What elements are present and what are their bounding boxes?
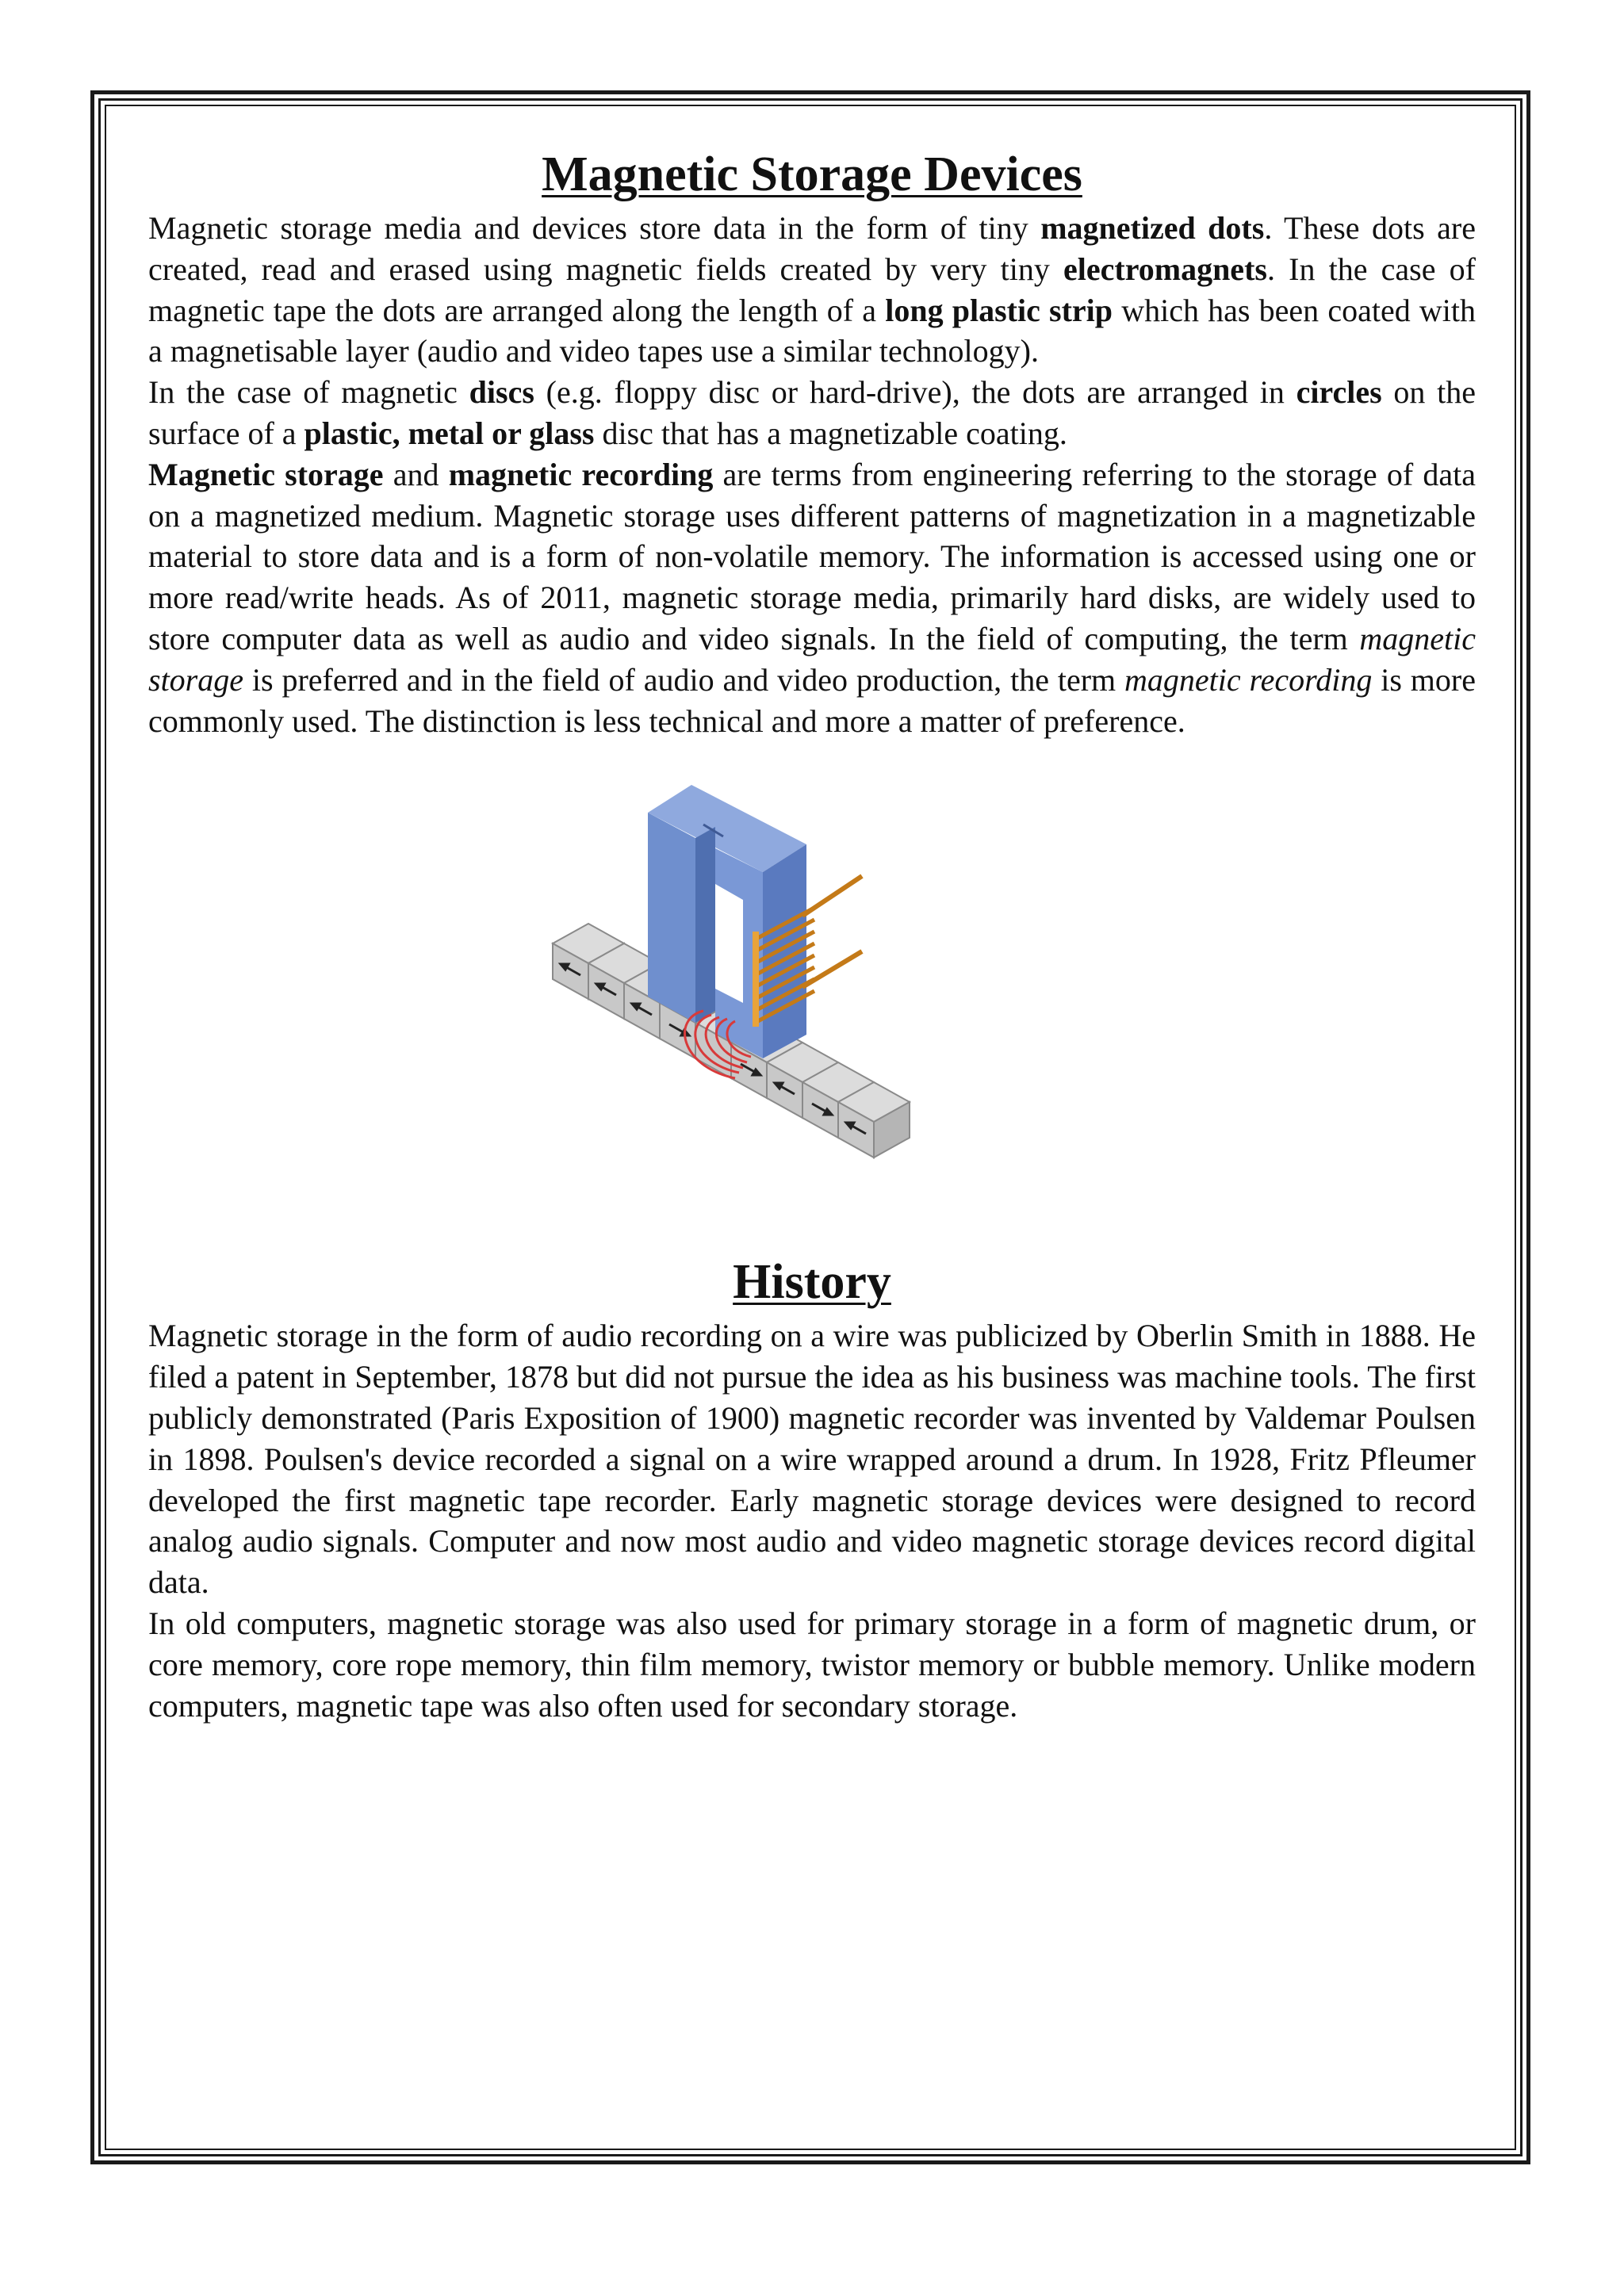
- bold-term: circles: [1296, 374, 1382, 411]
- bold-term: electromagnets: [1063, 251, 1267, 287]
- bold-term: magnetic recording: [448, 456, 714, 492]
- text-run: . These dots are created, read and erased using magnetic fields created by very tiny: [148, 210, 1476, 287]
- bold-term: plastic, metal or glass: [304, 415, 595, 451]
- text-run: In the case of magnetic: [148, 374, 469, 411]
- bold-term: magnetized dots: [1040, 210, 1265, 246]
- text-run: (e.g. floppy disc or hard-drive), the dots are arranged in: [534, 374, 1297, 411]
- text-run: disc that has a magnetizable coating.: [594, 415, 1067, 451]
- history-paragraph-1: [148, 1315, 1476, 1603]
- text-run: is preferred and in the field of audio and video production, the term: [243, 661, 1125, 698]
- coil-front: [753, 932, 759, 1027]
- text-run: and: [383, 456, 449, 492]
- text-run: which has been coated with a magnetisable layer (audio and video tapes use a similar technology).: [148, 292, 1476, 369]
- italic-term: magnetic storage: [148, 620, 1476, 698]
- page-title: Magnetic Storage Devices: [542, 147, 1082, 201]
- intro-paragraph-3: [148, 454, 1476, 742]
- italic-term: magnetic recording: [1124, 661, 1373, 698]
- magnetic-head-illustration-icon: [545, 781, 989, 1209]
- text-run: is more commonly used. The distinction is less technical and more a matter of preference.: [148, 661, 1476, 739]
- figure-container: [148, 741, 1476, 1249]
- history-paragraph-2: [148, 1603, 1476, 1726]
- text-run: are terms from engineering referring to the storage of data on a magnetized medium. Magnetic storage uses different patterns of magnetization in a magnetizable material to store data and is a form of non-volatile memory. The information is accessed using one or more read/write heads. As of 2011, magnetic storage media, primarily hard disks, are widely used to store computer data as well as audio and video signals. In the field of computing, the term: [148, 456, 1476, 656]
- text-run: . In the case of magnetic tape the dots are arranged along the length of a: [148, 251, 1476, 328]
- text-run: In old computers, magnetic storage was also used for primary storage in a form of magnetic drum, or core memory, core rope memory, thin film memory, twistor memory or bubble memory. Unlike modern computers, magnetic tape was also often used for secondary storage.: [148, 1605, 1476, 1724]
- history-heading: History: [733, 1255, 891, 1310]
- bold-term: discs: [469, 374, 534, 411]
- document-content: [148, 141, 1476, 1726]
- text-run: Magnetic storage media and devices store data in the form of tiny: [148, 210, 1041, 246]
- text-run: on the surface of a: [148, 374, 1476, 451]
- text-run: Magnetic storage in the form of audio recording on a wire was publicized by Oberlin Smith in 1888. He filed a patent in September, 1878 but did not pursue the idea as his business was machine tools. The first publicly demonstrated (Paris Exposition of 1900) magnetic recorder was invented by Valdemar Poulsen in 1898. Poulsen's device recorded a signal on a wire wrapped around a drum. In 1928, Fritz Pfleumer developed the first magnetic tape recorder. Early magnetic storage devices were designed to record analog audio signals. Computer and now most audio and video magnetic storage devices record digital data.: [148, 1318, 1476, 1601]
- intro-paragraph-2: [148, 372, 1476, 454]
- bold-term: Magnetic storage: [148, 456, 384, 492]
- bold-term: long plastic strip: [885, 292, 1113, 328]
- intro-paragraph-1: [148, 208, 1476, 372]
